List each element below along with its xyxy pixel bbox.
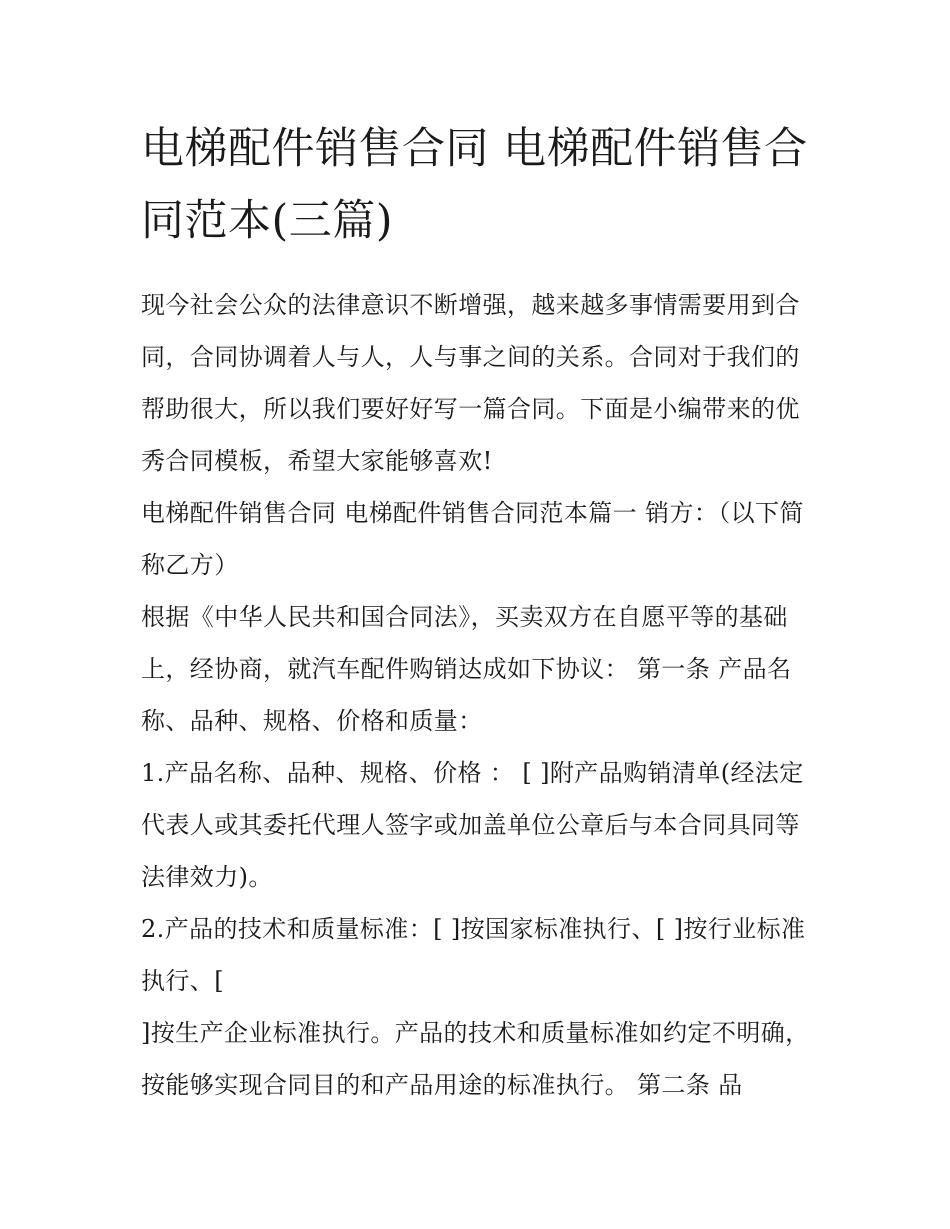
clause-2-continued-paragraph: ]按生产企业标准执行。产品的技术和质量标准如约定不明确，按能够实现合同目的和产品用途的标准执行。 第二条 品 <box>141 1019 810 1099</box>
agreement-basis-paragraph: 根据《中华人民共和国合同法》，买卖双方在自愿平等的基础上，经协商，就汽车配件购销达成如下协议： 第一条 产品名称、品种、规格、价格和质量： <box>141 603 792 735</box>
intro-paragraph: 现今社会公众的法律意识不断增强，越来越多事情需要用到合同，合同协调着人与人，人与事之间的关系。合同对于我们的帮助很大，所以我们要好好写一篇合同。下面是小编带来的优秀合同模板，希望大家能够喜欢! <box>141 291 800 475</box>
clause-1-paragraph: 1.产品名称、品种、规格、价格 ： [ ]附产品购销清单(经法定代表人或其委托代理人签字或加盖单位公章后与本合同具同等法律效力)。 <box>141 759 804 891</box>
document-title: 电梯配件销售合同 电梯配件销售合同范本(三篇) <box>141 124 808 246</box>
clause-2-paragraph: 2.产品的技术和质量标准：[ ]按国家标准执行、[ ]按行业标准执行、[ <box>141 915 806 995</box>
contract-heading-paragraph: 电梯配件销售合同 电梯配件销售合同范本篇一 销方：（以下简称乙方） <box>141 499 804 579</box>
document-body <box>141 113 817 1111</box>
